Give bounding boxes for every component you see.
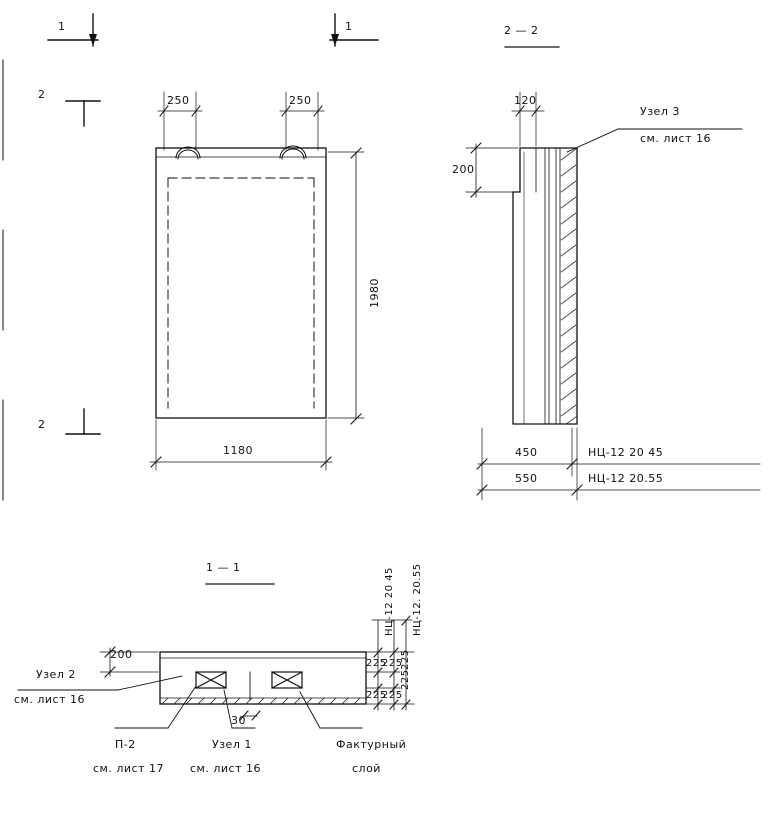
callout-texture-title: Фактурный (336, 738, 407, 751)
callout-node-1-title: Узел 1 (212, 738, 252, 751)
plan-stack-225-b: 225 (382, 658, 403, 669)
side-dim-left: 200 (452, 163, 475, 176)
plan-dim-200: 200 (110, 648, 133, 661)
node-3-callout-sub: см. лист 16 (640, 132, 711, 145)
side-code-550: НЦ-12 20.55 (588, 472, 664, 485)
section-mark-2-lower: 2 (38, 418, 46, 431)
callout-texture-sub: слой (352, 762, 381, 775)
plan-stack-225-d: 225 (382, 690, 403, 701)
plan-stack-225-c: 225 (366, 690, 387, 701)
section-mark-1-top-left: 1 (58, 20, 66, 33)
front-dim-height: 1980 (368, 278, 381, 308)
view-title-1-1: 1 — 1 (206, 561, 241, 574)
plan-vertical-code-45: НЦ-12 20 45 (384, 567, 395, 636)
callout-node-2-title: Узел 2 (36, 668, 76, 681)
plan-stack-225-e: 225 (400, 669, 411, 690)
front-dim-right-top: 250 (289, 94, 312, 107)
section-mark-1-top-middle: 1 (345, 20, 353, 33)
callout-p2-title: П-2 (115, 738, 136, 751)
side-dim-450: 450 (515, 446, 538, 459)
side-dim-top: 120 (514, 94, 537, 107)
plan-stack-225-a: 225 (366, 658, 387, 669)
node-3-callout-title: Узел 3 (640, 105, 680, 118)
callout-p2-sub: см. лист 17 (93, 762, 164, 775)
plan-vertical-code-55: НЦ-12. 20.55 (412, 563, 423, 636)
plan-stack-225-f: 225 (400, 649, 411, 670)
front-dim-left-top: 250 (167, 94, 190, 107)
plan-dim-30: 30 (231, 714, 246, 727)
callout-node-2-sub: см. лист 16 (14, 693, 85, 706)
side-dim-550: 550 (515, 472, 538, 485)
side-code-450: НЦ-12 20 45 (588, 446, 664, 459)
callout-node-1-sub: см. лист 16 (190, 762, 261, 775)
section-mark-2-upper: 2 (38, 88, 46, 101)
view-title-2-2: 2 — 2 (504, 24, 539, 37)
front-dim-width: 1180 (223, 444, 253, 457)
